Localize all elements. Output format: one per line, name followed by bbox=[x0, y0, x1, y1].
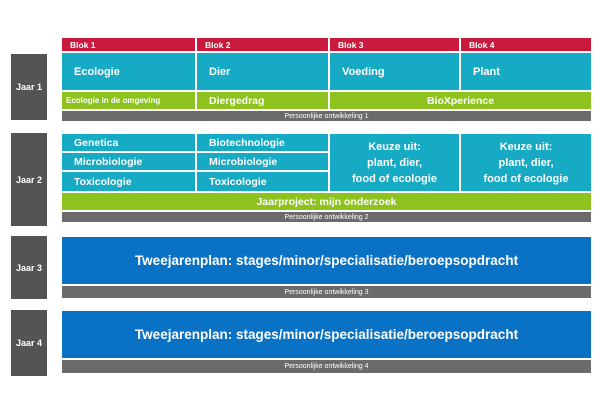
year2-keuze-blok3 bbox=[330, 134, 459, 191]
year2-jaarproject: Jaarproject: mijn onderzoek bbox=[62, 193, 591, 210]
year1-subject-ecologie: Ecologie bbox=[62, 53, 195, 90]
blok-4-header: Blok 4 bbox=[461, 38, 591, 51]
year4-tweejarenplan: Tweejarenplan: stages/minor/specialisatie/beroepsopdracht bbox=[62, 311, 591, 358]
keuze-line-3: food of ecologie bbox=[352, 172, 437, 185]
year-1-label: Jaar 1 bbox=[11, 54, 47, 120]
year1-subject-dier: Dier bbox=[197, 53, 328, 90]
keuze-line-1: Keuze uit: bbox=[368, 140, 421, 153]
blok-1-header: Blok 1 bbox=[62, 38, 195, 51]
keuze-line-3: food of ecologie bbox=[483, 172, 569, 185]
year2-col1-microbiologie: Microbiologie bbox=[62, 153, 195, 170]
blok-3-header: Blok 3 bbox=[330, 38, 459, 51]
year-4-label: Jaar 4 bbox=[11, 310, 47, 376]
keuze-line-2: plant, dier, bbox=[498, 156, 554, 169]
blok-2-header: Blok 2 bbox=[197, 38, 328, 51]
year2-persoonlijke-ontwikkeling: Persoonlijke ontwikkeling 2 bbox=[62, 212, 591, 222]
year4-persoonlijke-ontwikkeling: Persoonlijke ontwikkeling 4 bbox=[62, 360, 591, 373]
keuze-line-1: Keuze uit: bbox=[499, 140, 553, 153]
year2-keuze-blok4 bbox=[461, 134, 591, 191]
year3-persoonlijke-ontwikkeling: Persoonlijke ontwikkeling 3 bbox=[62, 286, 591, 298]
year-2-label: Jaar 2 bbox=[11, 133, 47, 226]
year2-col2-toxicologie: Toxicologie bbox=[197, 172, 328, 191]
year1-bar-diergedrag: Diergedrag bbox=[197, 92, 328, 109]
year1-bar-bioxperience: BioXperience bbox=[330, 92, 591, 109]
year2-col2-biotechnologie: Biotechnologie bbox=[197, 134, 328, 151]
year2-col2-microbiologie: Microbiologie bbox=[197, 153, 328, 170]
year1-subject-voeding: Voeding bbox=[330, 53, 459, 90]
year1-subject-plant: Plant bbox=[461, 53, 591, 90]
year2-col1-genetica: Genetica bbox=[62, 134, 195, 151]
year3-tweejarenplan: Tweejarenplan: stages/minor/specialisatie/beroepsopdracht bbox=[62, 237, 591, 284]
year1-persoonlijke-ontwikkeling: Persoonlijke ontwikkeling 1 bbox=[62, 111, 591, 121]
keuze-line-2: plant, dier, bbox=[366, 156, 422, 169]
year-3-label: Jaar 3 bbox=[11, 236, 47, 299]
year2-col1-toxicologie: Toxicologie bbox=[62, 172, 195, 191]
year1-bar-ecologie-omgeving: Ecologie in de omgeving bbox=[62, 92, 195, 109]
